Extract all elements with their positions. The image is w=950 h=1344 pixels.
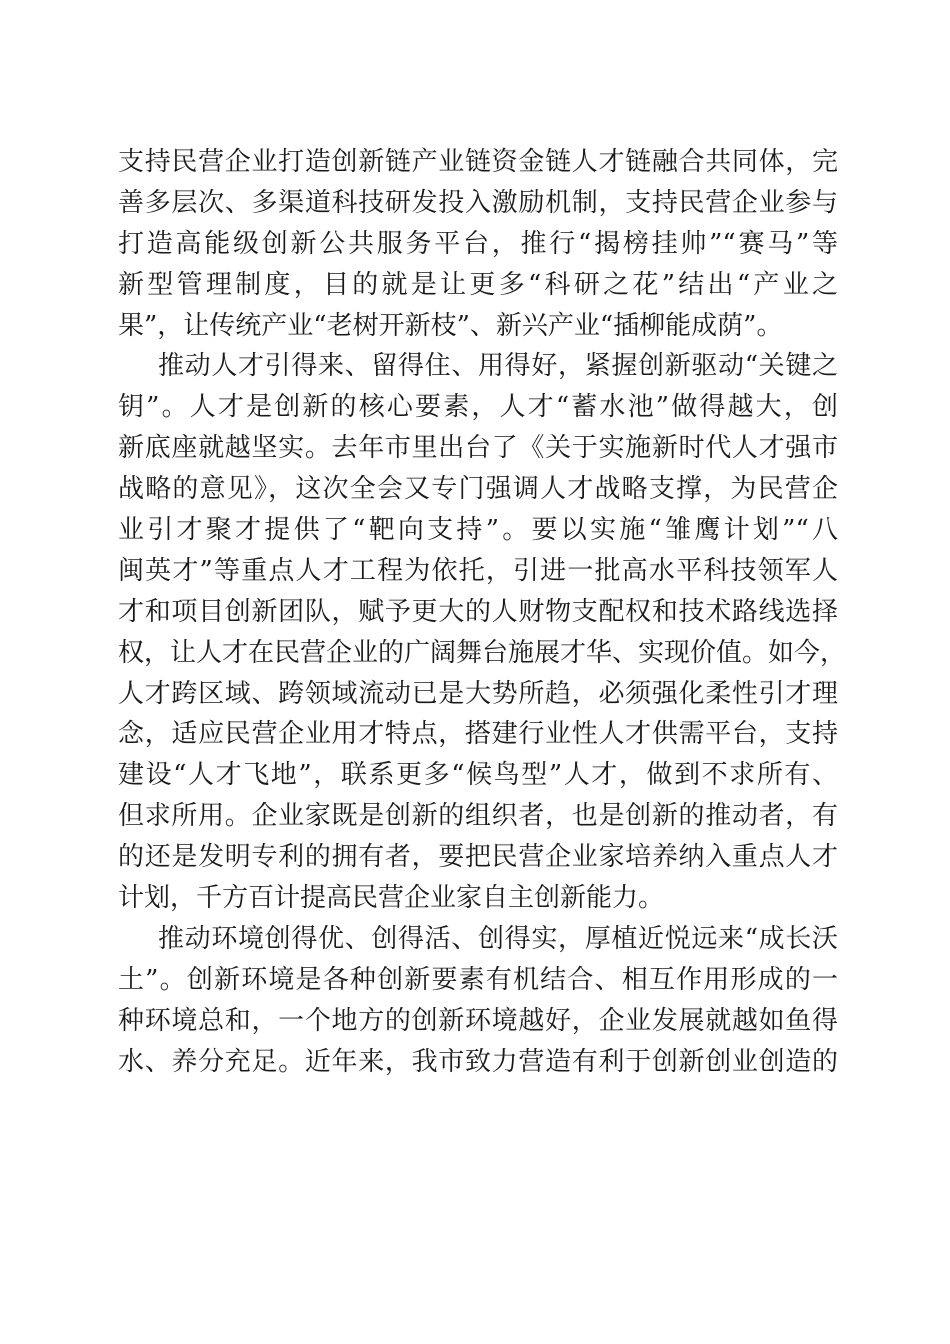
paragraph-2-line-11: 建设“人才飞地”，联系更多“候鸟型”人才，做到不求所有、: [118, 760, 838, 791]
paragraph-1-line-3: 打造高能级创新公共服务平台，推行“揭榜挂帅”“赛马”等: [118, 228, 838, 259]
paragraph-2-line-14: 计划，千方百计提高民营企业家自主创新能力。: [118, 883, 665, 914]
paragraph-2-line-6: 闽英才”等重点人才工程为依托，引进一批高水平科技领军人: [118, 555, 838, 586]
paragraph-2-line-5: 业引才聚才提供了“靶向支持”。要以实施“雏鹰计划”“八: [118, 515, 838, 546]
paragraph-2-line-1: 推动人才引得来、留得住、用得好，紧握创新驱动“关键之: [158, 351, 838, 382]
paragraph-2-line-4: 战略的意见》，这次全会又专门强调人才战略支撑，为民营企: [118, 474, 838, 505]
paragraph-3-line-4: 水、养分充足。近年来，我市致力营造有利于创新创业创造的: [118, 1046, 838, 1077]
paragraph-2-line-3: 新底座就越坚实。去年市里出台了《关于实施新时代人才强市: [118, 433, 838, 464]
paragraph-1-line-2: 善多层次、多渠道科技研发投入激励机制，支持民营企业参与: [118, 187, 838, 218]
paragraph-3-line-1: 推动环境创得优、创得活、创得实，厚植近悦远来“成长沃: [158, 923, 838, 954]
paragraph-3-line-3: 种环境总和，一个地方的创新环境越好，企业发展就越如鱼得: [118, 1005, 838, 1036]
paragraph-3-line-2: 土”。创新环境是各种创新要素有机结合、相互作用形成的一: [118, 964, 838, 995]
paragraph-2-line-7: 才和项目创新团队，赋予更大的人财物支配权和技术路线选择: [118, 596, 838, 627]
document-body: [118, 142, 847, 1082]
paragraph-2-line-12: 但求所用。企业家既是创新的组织者，也是创新的推动者，有: [118, 801, 838, 832]
paragraph-1-line-4: 新型管理制度，目的就是让更多“科研之花”结出“产业之: [118, 269, 838, 300]
paragraph-1-line-5: 果”，让传统产业“老树开新枝”、新兴产业“插柳能成荫”。: [118, 310, 783, 341]
paragraph-2-line-8: 权，让人才在民营企业的广阔舞台施展才华、实现价值。如今，: [118, 637, 847, 668]
paragraph-1-line-1: 支持民营企业打造创新链产业链资金链人才链融合共同体，完: [118, 147, 838, 177]
paragraph-2-line-10: 念，适应民营企业用才特点，搭建行业性人才供需平台，支持: [118, 719, 838, 750]
paragraph-2-line-2: 钥”。人才是创新的核心要素，人才“蓄水池”做得越大，创: [118, 392, 838, 423]
paragraph-2-line-9: 人才跨区域、跨领域流动已是大势所趋，必须强化柔性引才理: [118, 678, 838, 709]
paragraph-2-line-13: 的还是发明专利的拥有者，要把民营企业家培养纳入重点人才: [118, 842, 838, 873]
